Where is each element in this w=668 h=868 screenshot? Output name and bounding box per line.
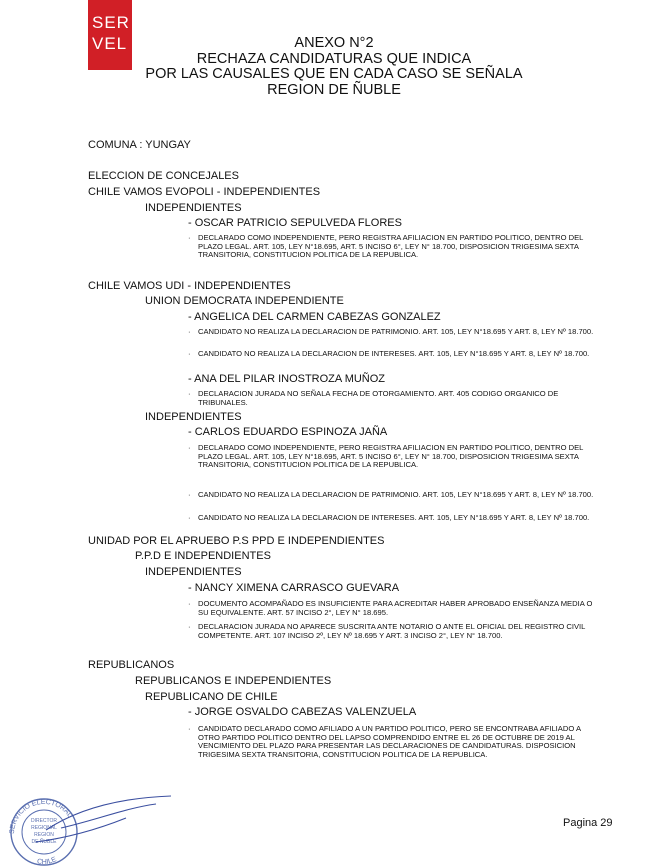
causal-item	[188, 491, 598, 500]
title-line-1: ANEXO N°2	[294, 35, 374, 51]
stamp-ring-top: SERVICIO ELECTORAL	[8, 798, 74, 835]
comuna-label: COMUNA : YUNGAY	[88, 139, 191, 151]
causal-text: CANDIDATO NO REALIZA LA DECLARACION DE INTERESES. ART. 105, LEY N°18.695 Y ART. 8, LEY Nº 18.700.	[198, 349, 590, 358]
causal-text: CANDIDATO NO REALIZA LA DECLARACION DE INTERESES. ART. 105, LEY N°18.695 Y ART. 8, LEY Nº 18.700.	[198, 513, 590, 522]
party-name: INDEPENDIENTES	[145, 411, 242, 423]
causal-text: CANDIDATO DECLARADO COMO AFILIADO A UN PARTIDO POLITICO, PERO SE ENCONTRABA AFILIADO A OTRO PARTIDO POLITICO DENTRO DEL LAPSO COMPRENDIDO ENTRE EL 26 DE OCTUBRE DE 2019 AL VENCIMIENTO DEL PLAZO PARA PRESENTAR LAS DECLARACIONES DE CANDIDATURAS. DISPOSICION TRIGESIMA SEXTA TRANSITORIA, CONSTITUCION POLITICA DE LA REPUBLICA.	[198, 724, 581, 759]
candidate-name: - ANGELICA DEL CARMEN CABEZAS GONZALEZ	[188, 311, 441, 323]
pact-name: CHILE VAMOS EVOPOLI - INDEPENDIENTES	[88, 186, 321, 198]
pact-name: REPUBLICANOS	[88, 659, 175, 671]
candidate-name: - OSCAR PATRICIO SEPULVEDA FLORES	[188, 217, 402, 229]
document-title	[100, 36, 568, 98]
pact-name: CHILE VAMOS UDI - INDEPENDIENTES	[88, 280, 291, 292]
candidate-name: - CARLOS EDUARDO ESPINOZA JAÑA	[188, 426, 388, 438]
official-stamp	[6, 790, 176, 868]
party-name: INDEPENDIENTES	[145, 202, 242, 214]
stamp-center-3: REGION	[34, 832, 54, 838]
party-name: INDEPENDIENTES	[145, 566, 242, 578]
logo-line-2: VEL	[92, 34, 128, 53]
causal-item	[188, 234, 598, 260]
causal-item	[188, 623, 598, 640]
party-name: REPUBLICANO DE CHILE	[145, 691, 278, 703]
candidate-name: - NANCY XIMENA CARRASCO GUEVARA	[188, 582, 400, 594]
candidate-name: - JORGE OSVALDO CABEZAS VALENZUELA	[188, 706, 417, 718]
eleccion-label: ELECCION DE CONCEJALES	[88, 170, 239, 182]
bullet: ·	[188, 622, 191, 631]
logo-line-1: SER	[92, 13, 130, 32]
bullet: ·	[188, 389, 191, 398]
stamp-ring-bottom: CHILE	[36, 856, 58, 867]
title-line-3: POR LAS CAUSALES QUE EN CADA CASO SE SEÑALA	[145, 66, 523, 82]
title-line-4: REGION DE ÑUBLE	[267, 81, 401, 98]
bullet: ·	[188, 233, 191, 242]
causal-text: CANDIDATO NO REALIZA LA DECLARACION DE PATRIMONIO. ART. 105, LEY N°18.695 Y ART. 8, LEY Nº 18.700.	[198, 490, 594, 499]
candidate-name: - ANA DEL PILAR INOSTROZA MUÑOZ	[188, 373, 386, 385]
bullet: ·	[188, 724, 191, 733]
causal-text: DECLARADO COMO INDEPENDIENTE, PERO REGISTRA AFILIACION EN PARTIDO POLITICO, DENTRO DEL PLAZO LEGAL. ART. 105, LEY N°18.695, ART. 5 INCISO 6°, LEY N° 18.700, DISPOSICION TRIGESIMA SEXTA TRANSITORIA, CONSTITUCION POLITICA DE LA REPUBLICA.	[198, 443, 584, 470]
bullet: ·	[188, 443, 191, 452]
causal-item	[188, 725, 598, 759]
causal-item	[188, 350, 598, 359]
stamp-center-2: REGIONAL	[31, 825, 57, 831]
causal-item	[188, 390, 598, 407]
causal-text: CANDIDATO NO REALIZA LA DECLARACION DE PATRIMONIO. ART. 105, LEY N°18.695 Y ART. 8, LEY Nº 18.700.	[198, 327, 594, 336]
bullet: ·	[188, 599, 191, 608]
title-line-2: RECHAZA CANDIDATURAS QUE INDICA	[196, 50, 472, 67]
causal-text: DECLARADO COMO INDEPENDIENTE, PERO REGISTRA AFILIACION EN PARTIDO POLITICO, DENTRO DEL PLAZO LEGAL. ART. 105, LEY N°18.695, ART. 5 INCISO 6°, LEY N° 18.700, DISPOSICION TRIGESIMA SEXTA TRANSITORIA, CONSTITUCION POLITICA DE LA REPUBLICA.	[198, 233, 584, 260]
causal-text: DECLARACION JURADA NO SEÑALA FECHA DE OTORGAMIENTO. ART. 405 CODIGO ORGANICO DE TRIBUNALES.	[198, 389, 559, 407]
causal-text: DOCUMENTO ACOMPAÑADO ES INSUFICIENTE PARA ACREDITAR HABER APROBADO ENSEÑANZA MEDIA O SU EQUIVALENTE. ART. 57 INCISO 2°, LEY N° 18.695.	[198, 599, 593, 617]
causal-item	[188, 514, 598, 523]
subpact-name: REPUBLICANOS E INDEPENDIENTES	[135, 675, 332, 687]
bullet: ·	[188, 349, 191, 358]
pact-name: UNIDAD POR EL APRUEBO P.S PPD E INDEPENDIENTES	[88, 535, 385, 547]
party-name: UNION DEMOCRATA INDEPENDIENTE	[145, 295, 344, 307]
stamp-center-1: DIRECTOR	[30, 818, 58, 824]
bullet: ·	[188, 513, 191, 522]
stamp-center-4: DE ÑUBLE	[31, 839, 57, 845]
page-number: Pagina 29	[563, 817, 613, 829]
causal-text: DECLARACION JURADA NO APARECE SUSCRITA ANTE NOTARIO O ANTE EL OFICIAL DEL REGISTRO CIVIL COMPETENTE. ART. 107 INCISO 2º, LEY Nº 18.695 Y ART. 3 INCISO 2°, LEY N° 18.700.	[198, 622, 586, 640]
bullet: ·	[188, 490, 191, 499]
causal-item	[188, 600, 598, 617]
causal-item	[188, 328, 598, 337]
subpact-name: P.P.D E INDEPENDIENTES	[135, 550, 271, 562]
causal-item	[188, 444, 598, 470]
bullet: ·	[188, 327, 191, 336]
